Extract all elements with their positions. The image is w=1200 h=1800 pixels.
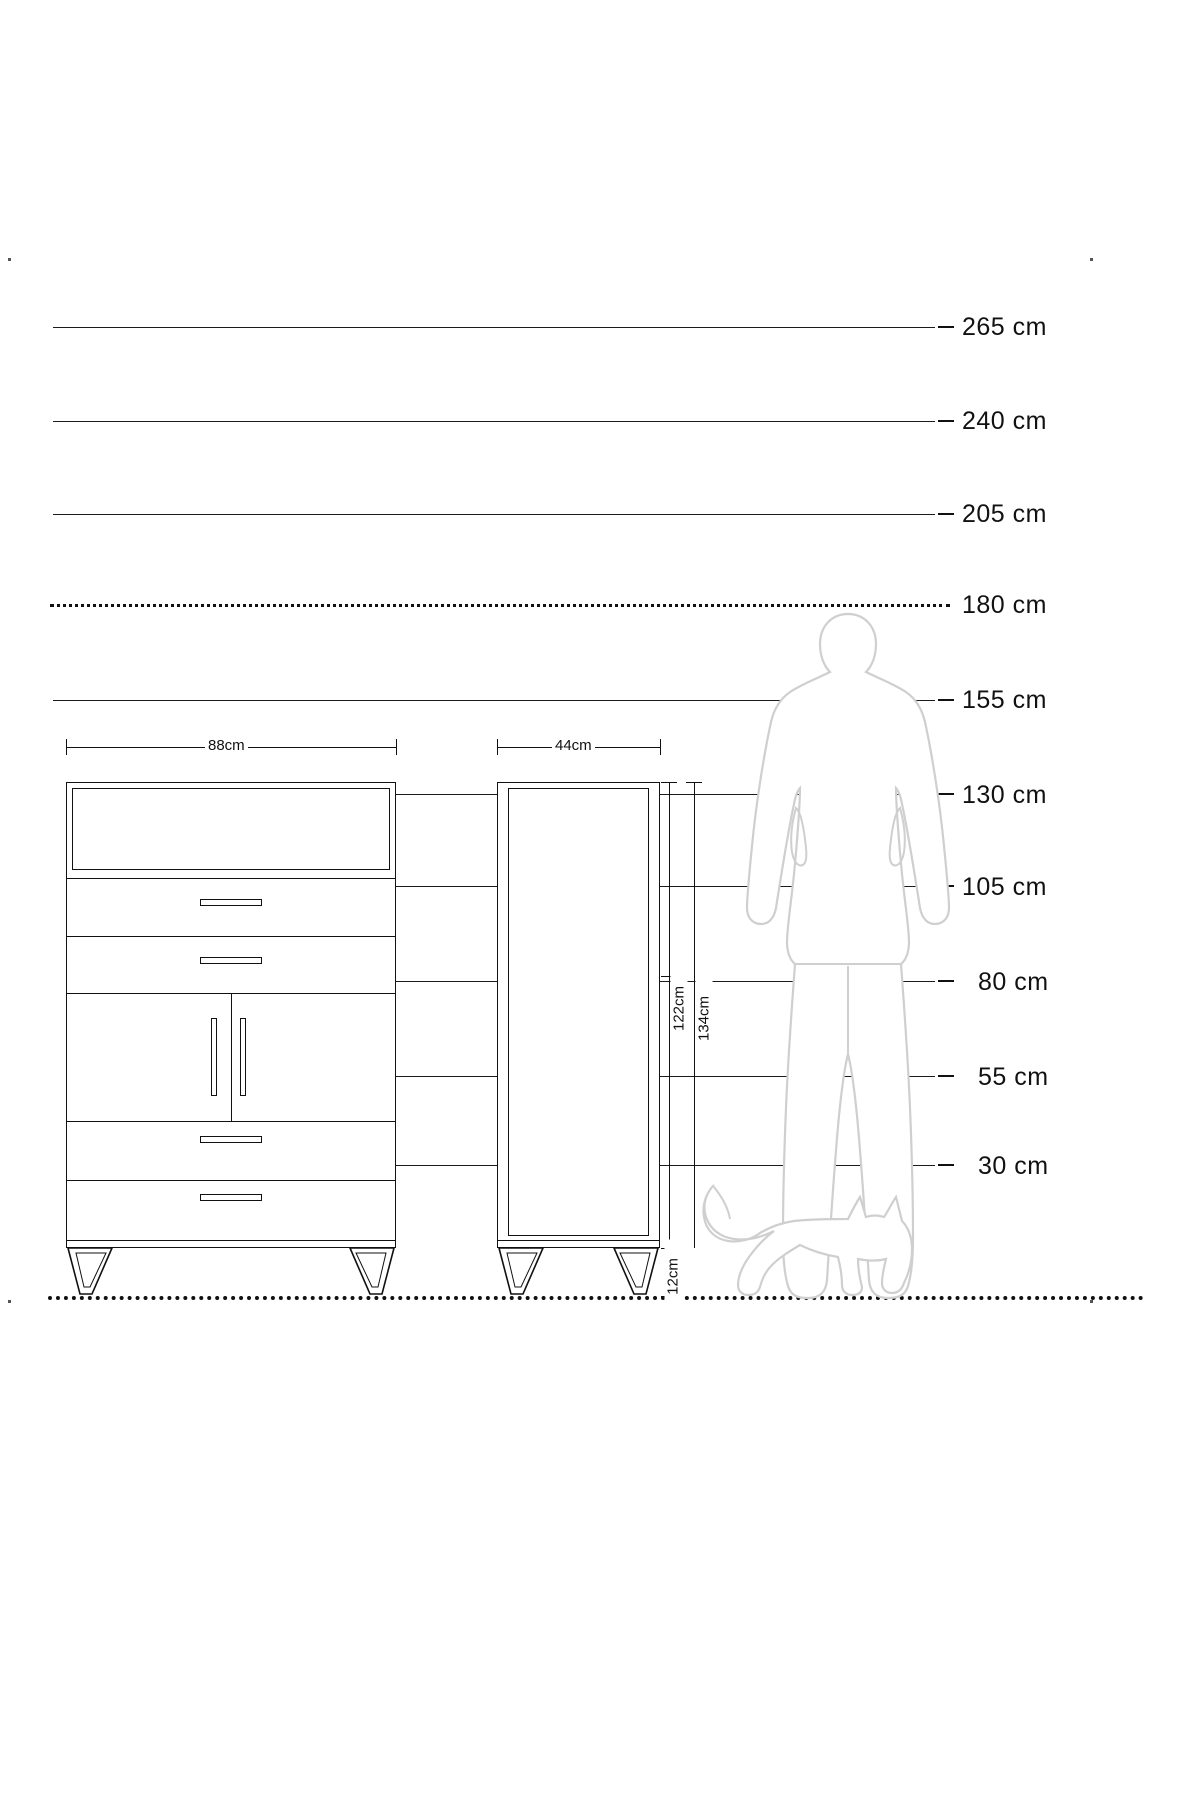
cabinet-divider-2 xyxy=(66,936,396,937)
corner-mark-bottom-left xyxy=(8,1300,11,1303)
cabinet-plinth-line xyxy=(66,1240,396,1241)
scale-label-240: 240 cm xyxy=(962,407,1047,435)
tall-narrow-cabinet-door[interactable] xyxy=(508,788,649,1236)
cabinet-divider-4 xyxy=(66,1121,396,1122)
corner-mark-top-left xyxy=(8,258,11,261)
scale-tick-240 xyxy=(938,420,954,422)
dim-cap-left-88 xyxy=(66,739,67,755)
tallboy-leg-right xyxy=(608,1247,660,1297)
floor-line xyxy=(48,1296,1144,1300)
scale-label-55: 55 cm xyxy=(978,1063,1049,1091)
scale-label-265: 265 cm xyxy=(962,313,1047,341)
tallboy-plinth-line xyxy=(497,1240,660,1241)
scale-line-240 xyxy=(53,421,935,422)
dim-cap-top-134 xyxy=(686,782,702,783)
cabinet-door-handle-right[interactable] xyxy=(240,1018,246,1096)
scale-tick-265 xyxy=(938,326,954,328)
scale-line-265 xyxy=(53,327,935,328)
dim-cap-left-44 xyxy=(497,739,498,755)
scale-line-180 xyxy=(50,604,950,607)
dim-cap-right-88 xyxy=(396,739,397,755)
dim-label-44cm: 44cm xyxy=(552,737,595,754)
cabinet-drawer-handle-1[interactable] xyxy=(200,899,262,906)
dim-label-122cm: 122cm xyxy=(671,967,688,1051)
scale-tick-205 xyxy=(938,513,954,515)
scale-line-205 xyxy=(53,514,935,515)
dim-cap-top-122 xyxy=(661,782,677,783)
cabinet-open-niche xyxy=(72,788,390,870)
cabinet-door-handle-left[interactable] xyxy=(211,1018,217,1096)
tallboy-leg-left xyxy=(497,1247,549,1297)
scale-label-105: 105 cm xyxy=(962,873,1047,901)
cabinet-drawer-handle-3[interactable] xyxy=(200,1136,262,1143)
dim-label-12cm: 12cm xyxy=(665,1240,682,1314)
dim-label-88cm: 88cm xyxy=(205,737,248,754)
cabinet-drawer-handle-2[interactable] xyxy=(200,957,262,964)
cabinet-leg-right xyxy=(344,1247,396,1297)
scale-label-130: 130 cm xyxy=(962,781,1047,809)
corner-mark-bottom-right xyxy=(1090,1300,1093,1303)
cat-silhouette xyxy=(700,1175,920,1300)
cabinet-door-centre-line xyxy=(231,993,232,1121)
scale-label-30: 30 cm xyxy=(978,1152,1049,1180)
scale-label-155: 155 cm xyxy=(962,686,1047,714)
corner-mark-top-right xyxy=(1090,258,1093,261)
scale-label-180: 180 cm xyxy=(962,591,1047,619)
cabinet-divider-5 xyxy=(66,1180,396,1181)
dim-cap-right-44 xyxy=(660,739,661,755)
scale-label-205: 205 cm xyxy=(962,500,1047,528)
cabinet-divider-1 xyxy=(66,878,396,879)
scale-label-80: 80 cm xyxy=(978,968,1049,996)
cabinet-leg-left xyxy=(66,1247,118,1297)
dim-label-134cm: 134cm xyxy=(696,977,713,1061)
cabinet-drawer-handle-4[interactable] xyxy=(200,1194,262,1201)
